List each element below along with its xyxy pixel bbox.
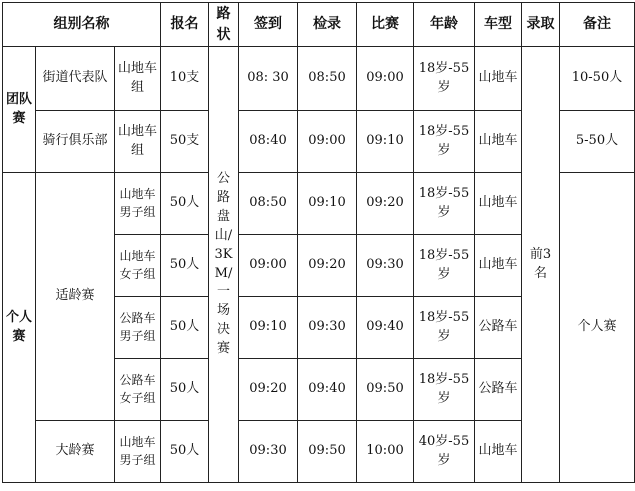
header-group-name: 组别名称: [3, 3, 161, 47]
race-time: 09:20: [357, 173, 414, 235]
remark: 个人赛: [560, 173, 635, 483]
inspection-time: 09:40: [298, 359, 357, 421]
race-time: 09:30: [357, 235, 414, 297]
vehicle-type: 山地车: [475, 235, 522, 297]
individual-group: 山地车男子组: [115, 421, 161, 483]
age-range: 18岁-55岁: [414, 111, 475, 173]
age-range: 18岁-55岁: [414, 359, 475, 421]
race-schedule-table: [2, 2, 635, 483]
individual-group: 公路车女子组: [115, 359, 161, 421]
vehicle-type: 公路车: [475, 297, 522, 359]
registration-count: 10支: [161, 47, 209, 111]
checkin-time: 08:40: [239, 111, 298, 173]
checkin-time: 09:00: [239, 235, 298, 297]
race-time: 09:40: [357, 297, 414, 359]
registration-count: 50支: [161, 111, 209, 173]
individual-group: 山地车女子组: [115, 235, 161, 297]
checkin-time: 08:50: [239, 173, 298, 235]
inspection-time: 09:30: [298, 297, 357, 359]
table-row: [3, 47, 635, 111]
age-range: 18岁-55岁: [414, 173, 475, 235]
header-vehicle: 车型: [475, 3, 522, 47]
checkin-time: 08: 30: [239, 47, 298, 111]
vehicle-type: 山地车: [475, 421, 522, 483]
individual-group: 公路车男子组: [115, 297, 161, 359]
eligible-age-race-label: 适龄赛: [36, 173, 115, 421]
header-inspection: 检录: [298, 3, 357, 47]
remark: 5-50人: [560, 111, 635, 173]
inspection-time: 09:20: [298, 235, 357, 297]
team-name: 骑行俱乐部: [36, 111, 115, 173]
table-header-row: [3, 3, 635, 47]
registration-count: 50人: [161, 359, 209, 421]
race-time: 09:50: [357, 359, 414, 421]
race-time: 10:00: [357, 421, 414, 483]
remark: 10-50人: [560, 47, 635, 111]
checkin-time: 09:30: [239, 421, 298, 483]
vehicle-type: 山地车: [475, 173, 522, 235]
route-info: 公路盘山/3KM/一场决赛: [209, 47, 239, 483]
header-route: 路状: [209, 3, 239, 47]
team-group: 山地车组: [115, 111, 161, 173]
admission-info: 前3名: [522, 47, 560, 483]
senior-age-race-label: 大龄赛: [36, 421, 115, 483]
individual-race-label: 个人赛: [3, 173, 36, 483]
registration-count: 50人: [161, 421, 209, 483]
race-time: 09:10: [357, 111, 414, 173]
registration-count: 50人: [161, 173, 209, 235]
inspection-time: 08:50: [298, 47, 357, 111]
header-remarks: 备注: [560, 3, 635, 47]
team-group: 山地车组: [115, 47, 161, 111]
header-registration: 报名: [161, 3, 209, 47]
race-time: 09:00: [357, 47, 414, 111]
registration-count: 50人: [161, 235, 209, 297]
header-race: 比赛: [357, 3, 414, 47]
age-range: 18岁-55岁: [414, 235, 475, 297]
vehicle-type: 山地车: [475, 47, 522, 111]
age-range: 40岁-55岁: [414, 421, 475, 483]
inspection-time: 09:50: [298, 421, 357, 483]
inspection-time: 09:00: [298, 111, 357, 173]
individual-group: 山地车男子组: [115, 173, 161, 235]
vehicle-type: 山地车: [475, 111, 522, 173]
vehicle-type: 公路车: [475, 359, 522, 421]
team-race-label: 团队赛: [3, 47, 36, 173]
checkin-time: 09:20: [239, 359, 298, 421]
header-admission: 录取: [522, 3, 560, 47]
inspection-time: 09:10: [298, 173, 357, 235]
checkin-time: 09:10: [239, 297, 298, 359]
header-age: 年龄: [414, 3, 475, 47]
age-range: 18岁-55岁: [414, 297, 475, 359]
registration-count: 50人: [161, 297, 209, 359]
header-checkin: 签到: [239, 3, 298, 47]
team-name: 街道代表队: [36, 47, 115, 111]
age-range: 18岁-55岁: [414, 47, 475, 111]
